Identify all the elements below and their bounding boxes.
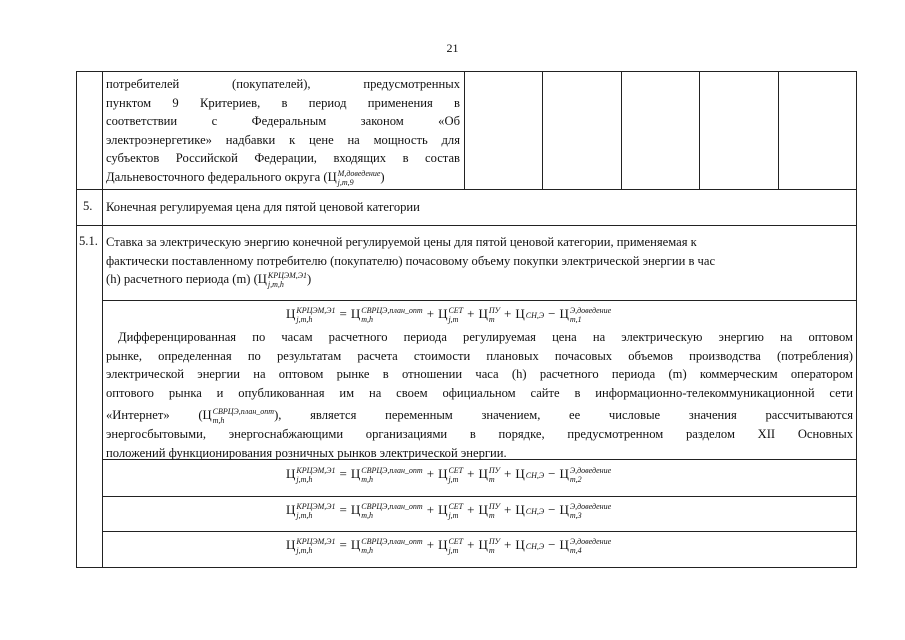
table-border-top — [76, 71, 857, 72]
text-line: энергосбытовыми, энергоснабжающими организациями в порядке, предусмотренном разделом XII Основных — [106, 427, 853, 442]
formula-term — [559, 466, 612, 485]
table-border-left — [76, 71, 77, 568]
text-line: субъектов Российской Федерации, входящих в состав — [106, 151, 460, 165]
formula-symbol: Ц — [286, 537, 296, 552]
formula-symbol: Ц — [438, 537, 448, 552]
formula-subscript: j,m — [448, 546, 459, 556]
formula-row-4 — [286, 537, 611, 555]
table-border-bottom — [76, 567, 857, 568]
formula-symbol: Ц — [559, 502, 569, 517]
formula-term — [350, 502, 423, 521]
symbol-superscript: М,доведение — [337, 168, 381, 178]
formula-subscript: j,m,h — [296, 511, 313, 521]
formula-term — [438, 502, 464, 521]
formula-operator: + — [504, 466, 512, 481]
text-line: фактически поставленному потребителю (покупателю) почасовому объему покупки электрической энергии в час — [106, 253, 716, 268]
formula-term — [286, 502, 336, 521]
formula-subscript: m,4 — [569, 546, 582, 556]
formula-operator: + — [504, 306, 512, 321]
formula-operator: − — [548, 466, 556, 481]
formula-subscript: m — [488, 475, 495, 485]
formula-subscript: m,h — [361, 475, 374, 485]
row-number: 5. — [83, 199, 93, 213]
text-fragment: ), является переменным значением, ее числовые значения рассчитываются — [274, 408, 853, 422]
formula-subscript: j,m,h — [296, 546, 313, 556]
formula-symbol: Ц — [438, 466, 448, 481]
formula-term — [350, 537, 423, 556]
formula-term — [350, 306, 423, 325]
text-line: потребителей (покупателей), предусмотренных — [106, 77, 460, 91]
formula-operator: + — [426, 502, 435, 517]
formula-symbol: Ц — [515, 502, 525, 517]
text-line: оптового рынка и опубликованная им на своем официальном сайте в информационно-телекоммуникационной сети — [106, 385, 853, 400]
formula-subscript: m,2 — [569, 475, 582, 485]
symbol-subscript: j,m,h — [267, 280, 284, 290]
formula-operator: + — [426, 306, 435, 321]
formula-indices — [570, 466, 611, 484]
formula-term — [478, 537, 501, 556]
formula-subscript: j,m — [448, 315, 459, 325]
text-fragment: ) — [307, 272, 312, 286]
symbol-subscript: j,m,9 — [337, 177, 354, 187]
formula-term — [286, 466, 336, 485]
page-number: 21 — [446, 41, 459, 55]
formula-term — [559, 306, 612, 325]
formula-superscript: Э,доведение — [569, 306, 612, 316]
column-divider — [778, 71, 779, 189]
table-border-right — [856, 71, 857, 568]
formula-indices — [526, 311, 544, 320]
formula-superscript: СВРЦЭ,план_опт — [361, 466, 423, 476]
formula-indices — [570, 306, 611, 324]
formula-indices — [296, 306, 335, 324]
formula-subscript: m,3 — [569, 511, 582, 521]
formula-symbol: Ц — [350, 306, 361, 321]
formula-symbol: Ц — [559, 306, 569, 321]
formula-term — [559, 537, 612, 556]
formula-term — [515, 466, 544, 481]
text-line: рынке, определенная по результатам расчета стоимости плановых почасовых объемов производства (потребления) — [106, 348, 853, 363]
row-divider — [103, 496, 857, 497]
formula-subscript: m,1 — [569, 315, 582, 325]
formula-subscript: m — [488, 511, 495, 521]
formula-term — [559, 502, 612, 521]
formula-superscript: КРЦЭМ,Э1 — [296, 466, 336, 476]
formula-indices — [361, 466, 422, 484]
formula-operator: = — [339, 306, 347, 321]
symbol-superscript: КРЦЭМ,Э1 — [267, 271, 308, 281]
formula-subscript: j,m — [448, 511, 459, 521]
text-line: Ставка за электрическую энергию конечной регулируемой цены для пятой ценовой категории, применяемая к — [106, 235, 697, 249]
formula-superscript: КРЦЭМ,Э1 — [296, 502, 336, 512]
definition-paragraph — [106, 328, 853, 462]
formula-symbol: Ц — [515, 537, 525, 552]
text-fragment: Дальневосточного федерального округа (Ц — [106, 169, 337, 184]
text-line — [106, 168, 460, 187]
formula-subscript: j,m,h — [296, 475, 313, 485]
formula-superscript: СВРЦЭ,план_опт — [361, 537, 423, 547]
row-divider — [76, 225, 857, 226]
formula-superscript: Э,доведение — [569, 502, 612, 512]
formula-superscript: КРЦЭМ,Э1 — [296, 537, 336, 547]
formula-symbol: Ц — [515, 306, 525, 321]
formula-subscript: m — [488, 546, 495, 556]
formula-indices — [448, 466, 463, 484]
formula-operator: + — [426, 537, 435, 552]
formula-indices — [489, 466, 500, 484]
text-line — [106, 406, 853, 425]
formula-term — [515, 306, 544, 321]
formula-indices — [361, 537, 422, 555]
formula-indices — [296, 466, 335, 484]
row-divider — [76, 189, 857, 190]
formula-operator: + — [426, 466, 435, 481]
formula-indices — [570, 502, 611, 520]
formula-term — [286, 537, 336, 556]
formula-superscript: Э,доведение — [569, 537, 612, 547]
formula-indices — [489, 502, 500, 520]
formula-symbol: Ц — [286, 466, 296, 481]
row-number: 5.1. — [79, 234, 98, 248]
formula-superscript: СН,Э — [525, 506, 545, 516]
formula-symbol: Ц — [559, 466, 569, 481]
formula-operator: + — [467, 466, 475, 481]
formula-operator: + — [504, 537, 512, 552]
formula-superscript: ПУ — [488, 537, 501, 547]
text-line: электрической энергии на оптовом рынке в отношении часа (h) расчетного периода (m) коммерческим оператором — [106, 367, 853, 381]
formula-term — [438, 306, 464, 325]
formula-indices — [526, 471, 544, 480]
formula-symbol: Ц — [515, 466, 525, 481]
text-line: положений функционирования розничных рынков электрической энергии. — [106, 445, 507, 460]
formula-indices — [296, 502, 335, 520]
formula-superscript: СВРЦЭ,план_опт — [361, 306, 423, 316]
formula-indices — [361, 502, 422, 520]
text-line — [106, 270, 854, 289]
formula-symbol: Ц — [478, 502, 488, 517]
formula-symbol: Ц — [350, 537, 361, 552]
formula-superscript: ПУ — [488, 466, 501, 476]
formula-symbol: Ц — [478, 466, 488, 481]
formula-indices — [296, 537, 335, 555]
formula-subscript: m — [488, 315, 495, 325]
formula-row-1 — [286, 306, 611, 324]
formula-term — [350, 466, 423, 485]
text-line: Дифференцированная по часам расчетного периода регулируемая цена на электрическую энергию на оптовом — [118, 330, 853, 344]
formula-indices — [448, 537, 463, 555]
formula-symbol: Ц — [286, 306, 296, 321]
formula-term — [478, 466, 501, 485]
text-fragment: «Интернет» (Ц — [106, 408, 212, 422]
row-divider — [103, 300, 857, 301]
row-description — [106, 233, 854, 289]
continued-cell-text — [106, 75, 460, 187]
formula-superscript: ПУ — [488, 306, 501, 316]
formula-indices — [526, 542, 544, 551]
formula-subscript: m,h — [361, 546, 374, 556]
formula-superscript: СВРЦЭ,план_опт — [361, 502, 423, 512]
formula-superscript: СН,Э — [525, 470, 545, 480]
formula-term — [515, 502, 544, 517]
formula-symbol: Ц — [478, 537, 488, 552]
column-divider — [699, 71, 700, 189]
formula-term — [515, 537, 544, 552]
formula-subscript: j,m,h — [296, 315, 313, 325]
formula-superscript: СЕТ — [448, 502, 464, 512]
formula-indices — [489, 537, 500, 555]
formula-operator: − — [548, 502, 556, 517]
text-fragment: (h) расчетного периода (m) (Ц — [106, 272, 267, 286]
text-fragment: ) — [380, 169, 385, 184]
row-divider — [103, 531, 857, 532]
formula-symbol: Ц — [478, 306, 488, 321]
formula-superscript: СЕТ — [448, 537, 464, 547]
formula-operator: + — [467, 537, 475, 552]
formula-operator: + — [467, 306, 475, 321]
formula-symbol: Ц — [559, 537, 569, 552]
formula-indices — [489, 306, 500, 324]
formula-indices — [448, 502, 463, 520]
formula-operator: = — [339, 502, 347, 517]
formula-symbol: Ц — [350, 502, 361, 517]
formula-row-3 — [286, 502, 611, 520]
column-divider — [542, 71, 543, 189]
formula-superscript: СЕТ — [448, 466, 464, 476]
column-divider — [621, 71, 622, 189]
formula-subscript: m,h — [361, 511, 374, 521]
formula-subscript: m,h — [361, 315, 374, 325]
text-line: электроэнергетике» надбавки к цене на мощность для — [106, 132, 460, 147]
formula-term — [438, 537, 464, 556]
symbol-subscript: m,h — [212, 416, 225, 426]
formula-indices — [448, 306, 463, 324]
formula-operator: = — [339, 537, 347, 552]
formula-symbol: Ц — [438, 306, 448, 321]
formula-superscript: СН,Э — [525, 541, 545, 551]
formula-symbol: Ц — [286, 502, 296, 517]
formula-operator: = — [339, 466, 347, 481]
formula-operator: + — [467, 502, 475, 517]
formula-operator: − — [548, 306, 556, 321]
symbol-superscript: СВРЦЭ,план_опт — [212, 407, 275, 417]
formula-symbol: Ц — [438, 502, 448, 517]
formula-indices — [570, 537, 611, 555]
text-line: пунктом 9 Критериев, в период применения в — [106, 95, 460, 110]
formula-term — [286, 306, 336, 325]
formula-indices — [526, 507, 544, 516]
formula-row-2 — [286, 466, 611, 484]
number-column-divider — [102, 71, 103, 568]
formula-superscript: СН,Э — [525, 310, 545, 320]
row-title: Конечная регулируемая цена для пятой ценовой категории — [106, 200, 420, 214]
formula-superscript: ПУ — [488, 502, 501, 512]
formula-superscript: Э,доведение — [569, 466, 612, 476]
formula-superscript: КРЦЭМ,Э1 — [296, 306, 336, 316]
formula-symbol: Ц — [350, 466, 361, 481]
formula-operator: − — [548, 537, 556, 552]
tariff-table — [76, 71, 857, 568]
formula-term — [438, 466, 464, 485]
formula-term — [478, 502, 501, 521]
formula-term — [478, 306, 501, 325]
formula-indices — [361, 306, 422, 324]
formula-operator: + — [504, 502, 512, 517]
formula-subscript: j,m — [448, 475, 459, 485]
column-divider — [464, 71, 465, 189]
text-line: соответствии с Федеральным законом «Об — [106, 114, 460, 128]
formula-superscript: СЕТ — [448, 306, 464, 316]
